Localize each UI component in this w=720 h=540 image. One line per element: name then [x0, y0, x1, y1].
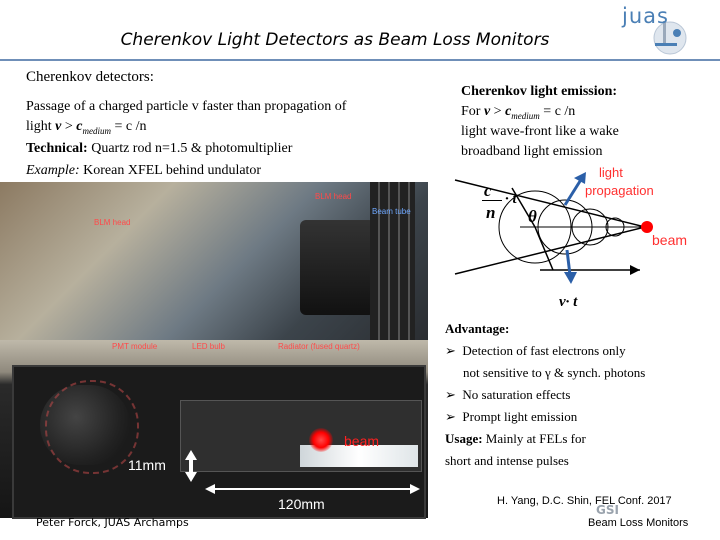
emission-condition: For $v > c_{medium} = c$ /n	[461, 104, 576, 121]
dimension-11mm: 11mm	[128, 457, 166, 473]
light-relation: light $v > c_{medium} = c$ /n	[26, 119, 147, 136]
cable-bundle	[370, 182, 415, 340]
light-label-2: propagation	[585, 183, 654, 198]
author-credit: Peter Forck, JUAS Archamps	[36, 516, 189, 529]
theta-symbol: θ	[528, 207, 537, 226]
logo-text: juas	[622, 4, 669, 28]
footer-title: Beam Loss Monitors	[588, 517, 689, 529]
wiring	[45, 380, 139, 474]
emission-heading: Cherenkov light emission:	[461, 84, 618, 99]
advantage-heading: Advantage:	[445, 321, 510, 336]
emission-wavefront: light wave-front like a wake	[461, 124, 619, 139]
advantage-item-2: ➢ No saturation effects	[445, 387, 571, 402]
ct-c: c	[484, 181, 492, 200]
gsi-logo	[596, 503, 651, 516]
label-radiator: Radiator (fused quartz)	[278, 342, 360, 351]
label-beam-tube: Beam tube	[372, 207, 411, 216]
light-label-1: light	[599, 165, 623, 180]
vt-label: v· t	[559, 294, 578, 310]
horizontal-dimension-arrow-icon	[205, 483, 420, 495]
label-blm-head-left: BLM head	[94, 218, 131, 227]
slide-title: Cherenkov Light Detectors as Beam Loss Monitors	[120, 30, 550, 50]
usage-line: Usage: Mainly at FELs for	[445, 431, 586, 446]
label-pmt-module: PMT module	[112, 342, 158, 351]
dimension-120mm: 120mm	[278, 496, 325, 512]
advantage-item-3: ➢ Prompt light emission	[445, 409, 578, 424]
blm-housing	[300, 220, 375, 315]
usage-line-2: short and intense pulses	[445, 453, 569, 468]
beam-spot-icon	[309, 428, 333, 452]
advantage-item-1: ➢ Detection of fast electrons only	[445, 343, 626, 358]
label-led-bulb: LED bulb	[192, 342, 225, 351]
emission-broadband: broadband light emission	[461, 144, 603, 159]
fraction-bar	[482, 200, 502, 201]
technical-line: Technical: Quartz rod n=1.5 & photomultiplier	[26, 141, 293, 156]
advantage-item-1b: not sensitive to γ & synch. photons	[463, 365, 646, 380]
section-heading: Cherenkov detectors:	[26, 69, 154, 85]
ct-t: · t	[505, 191, 517, 207]
ct-n: n	[486, 203, 496, 222]
label-blm-head-right: BLM head	[315, 192, 352, 201]
vertical-dimension-arrow-icon	[184, 448, 198, 484]
reference: H. Yang, D.C. Shin, FEL Conf. 2017	[497, 495, 672, 507]
beam-label-photo: beam	[344, 433, 380, 449]
beam-label-diagram: beam	[652, 232, 688, 248]
svg-text:GSI: GSI	[596, 503, 619, 516]
header-rule	[0, 59, 720, 61]
example-line: Example: Korean XFEL behind undulator	[26, 163, 262, 178]
passage-line: Passage of a charged particle v faster than propagation of	[26, 99, 347, 114]
